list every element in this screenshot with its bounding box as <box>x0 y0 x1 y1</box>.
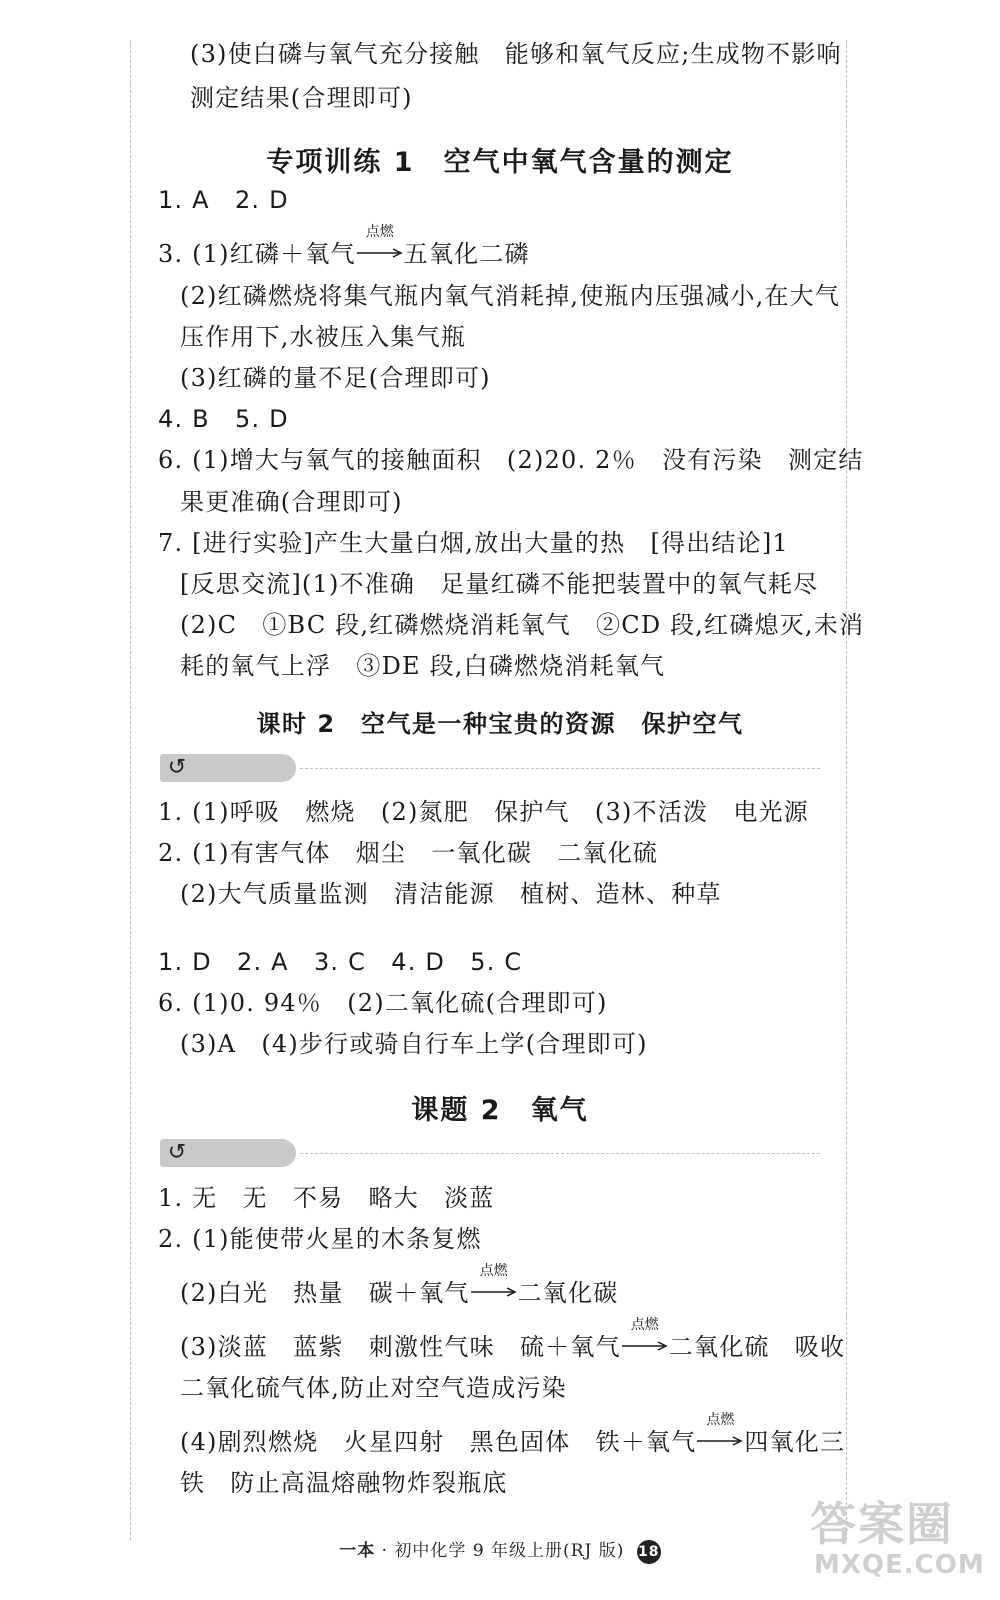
reaction-condition: 点燃 <box>479 1263 508 1279</box>
arrow-icon <box>697 1436 743 1446</box>
answer-line: (2)C ①BC 段,红磷燃烧消耗氧气 ②CD 段,红磷熄灭,未消 <box>180 611 865 639</box>
watermark-url: MXQE.COM <box>814 1550 985 1580</box>
reaction-arrow <box>622 1317 668 1355</box>
core-summary-badge <box>160 1139 296 1167</box>
equation-line <box>180 1263 619 1309</box>
watermark-logo <box>800 1488 985 1588</box>
footer-title: 初中化学 9 年级上册(RJ 版) <box>394 1541 625 1561</box>
section-title: 专项训练 1 空气中氧气含量的测定 <box>266 147 734 178</box>
page-number: 18 <box>637 1540 661 1564</box>
answer-line: 果更准确(合理即可) <box>180 488 403 516</box>
left-margin-rule <box>130 40 131 1540</box>
badge-rule <box>300 1153 820 1154</box>
answer-line: 铁 防止高温熔融物炸裂瓶底 <box>180 1469 508 1497</box>
equation-line <box>158 224 530 270</box>
core-summary-badge <box>160 754 296 782</box>
reaction-arrow <box>471 1263 517 1301</box>
answer-line: 测定结果(合理即可) <box>190 84 413 112</box>
answer-line: 压作用下,水被压入集气瓶 <box>180 323 467 351</box>
equation-line <box>180 1412 846 1458</box>
reaction-condition: 点燃 <box>365 224 394 240</box>
arrow-icon <box>357 248 403 258</box>
equation-products: 二氧化硫 吸收 <box>668 1333 846 1361</box>
answer-line: (2)大气质量监测 清洁能源 植树、造林、种草 <box>180 880 722 908</box>
equation-reactants: 3. (1)红磷＋氧气 <box>158 240 356 268</box>
badge-rule <box>300 768 820 769</box>
answer-line: 1. 无 无 不易 略大 淡蓝 <box>158 1184 495 1212</box>
answer-line: 1. D 2. A 3. C 4. D 5. C <box>158 948 523 976</box>
equation-reactants: (2)白光 热量 碳＋氧气 <box>180 1279 470 1307</box>
right-margin-rule <box>846 40 847 1540</box>
answer-line: 1. A 2. D <box>158 186 289 214</box>
curved-arrow-icon: ↺ <box>167 1140 187 1165</box>
equation-reactants: (4)剧烈燃烧 火星四射 黑色固体 铁＋氧气 <box>180 1428 697 1456</box>
arrow-icon <box>471 1287 517 1297</box>
answer-line: (3)使白磷与氧气充分接触 能够和氧气反应;生成物不影响 <box>190 40 842 68</box>
answer-line: 二氧化硫气体,防止对空气造成污染 <box>180 1374 567 1402</box>
answer-line: 4. B 5. D <box>158 405 289 433</box>
footer-dot: · <box>381 1541 389 1561</box>
answer-line: 6. (1)0. 94％ (2)二氧化硫(合理即可) <box>158 989 608 1017</box>
answer-line: 耗的氧气上浮 ③DE 段,白磷燃烧消耗氧气 <box>180 652 666 680</box>
equation-products: 五氧化二磷 <box>403 240 530 268</box>
answer-line: (3)A (4)步行或骑自行车上学(合理即可) <box>180 1030 648 1058</box>
equation-products: 四氧化三 <box>744 1428 846 1456</box>
footer-brand: 一本 <box>339 1541 376 1561</box>
equation-reactants: (3)淡蓝 蓝紫 刺激性气味 硫＋氧气 <box>180 1333 621 1361</box>
equation-line <box>180 1317 846 1363</box>
arrow-icon <box>622 1341 668 1351</box>
reaction-condition: 点燃 <box>630 1317 659 1333</box>
answer-line: 2. (1)有害气体 烟尘 一氧化碳 二氧化硫 <box>158 839 659 867</box>
answer-line: 7. [进行实验]产生大量白烟,放出大量的热 [得出结论]1 <box>158 529 789 557</box>
reaction-condition: 点燃 <box>706 1412 735 1428</box>
section-title: 课时 2 空气是一种宝贵的资源 保护空气 <box>256 710 744 738</box>
curved-arrow-icon: ↺ <box>167 755 187 780</box>
answer-line: 6. (1)增大与氧气的接触面积 (2)20. 2％ 没有污染 测定结 <box>158 446 864 474</box>
answer-line: (2)红磷燃烧将集气瓶内氧气消耗掉,使瓶内压强减小,在大气 <box>180 282 841 310</box>
answer-line: [反思交流](1)不准确 足量红磷不能把装置中的氧气耗尽 <box>180 570 819 598</box>
answer-line: 2. (1)能使带火星的木条复燃 <box>158 1225 482 1253</box>
watermark-text: 答案圈 <box>810 1497 954 1551</box>
equation-products: 二氧化碳 <box>517 1279 619 1307</box>
reaction-arrow <box>697 1412 743 1450</box>
answer-line: 1. (1)呼吸 燃烧 (2)氮肥 保护气 (3)不活泼 电光源 <box>158 798 809 826</box>
answer-line: (3)红磷的量不足(合理即可) <box>180 364 491 392</box>
section-title: 课题 2 氧气 <box>411 1095 589 1126</box>
reaction-arrow <box>357 224 403 262</box>
